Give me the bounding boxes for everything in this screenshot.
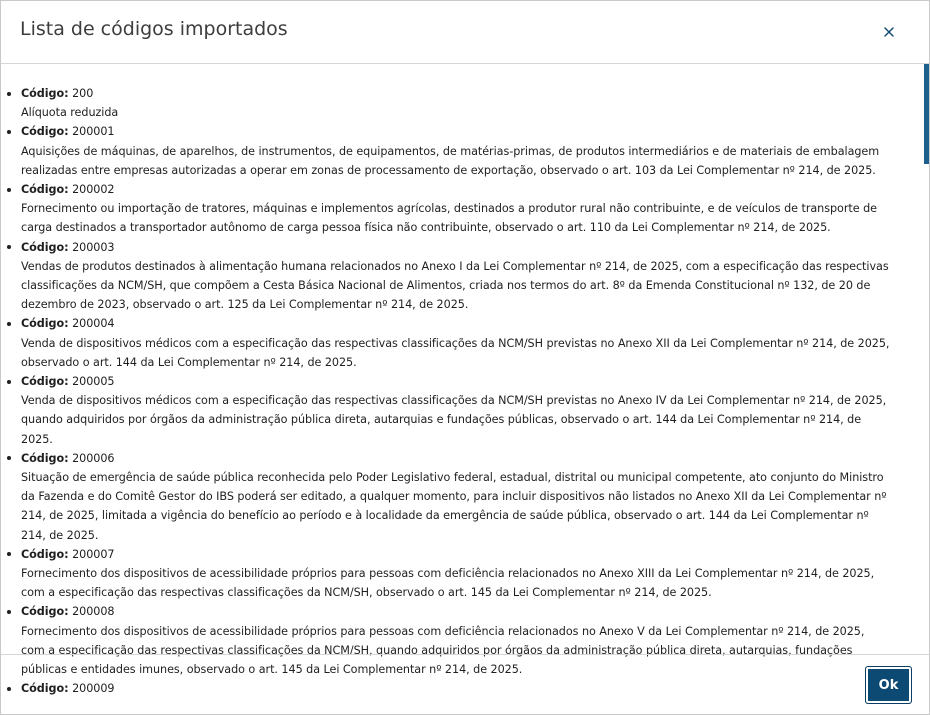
code-value: 200005: [72, 375, 115, 389]
code-value: 200: [72, 87, 94, 100]
scrollbar[interactable]: [924, 64, 929, 654]
code-label: Código:: [21, 451, 69, 465]
scrollbar-thumb[interactable]: [924, 64, 929, 164]
code-label: Código:: [21, 682, 69, 696]
code-line: [21, 602, 891, 621]
dialog-header: [1, 1, 929, 64]
list-item: [21, 314, 891, 372]
code-value: 200003: [72, 240, 115, 254]
code-description: Fornecimento dos dispositivos de acessibilidade próprios para pessoas com deficiência relacionados no Anexo XIII da Lei Complementar nº 214, de 2025, com a especificação das respectivas classificações da NCM/SH, observado o art. 145 da Lei Complementar nº 214, de 2025.: [21, 567, 875, 600]
code-description: Situação de emergência de saúde pública reconhecida pelo Poder Legislativo federal, estadual, distrital ou municipal competente, ato conjunto do Ministro da Fazenda e do Comitê Gestor do IBS poderá ser editado, a qualquer momento, para incluir dispositivos não listados no Anexo XII da Lei Complementar nº 214, de 2025, limitada a vigência do benefício ao período e à localidade da emergência de saúde pública, observado o art. 144 da Lei Complementar nº 214, de 2025.: [21, 471, 887, 542]
list-item: [21, 122, 891, 180]
code-value: 200001: [72, 125, 115, 139]
dialog-title: Lista de códigos importados: [20, 18, 288, 40]
code-value: 200002: [72, 183, 115, 197]
code-label: Código:: [21, 605, 69, 619]
list-item: [21, 372, 891, 449]
code-line: [21, 84, 891, 103]
code-label: Código:: [21, 87, 69, 100]
code-description: Venda de dispositivos médicos com a especificação das respectivas classificações da NCM/SH previstas no Anexo XII da Lei Complementar nº 214, de 2025, observado o art. 144 da Lei Complementar nº 214, de 2025.: [21, 336, 890, 369]
list-item: [21, 545, 891, 603]
code-line: [21, 545, 891, 564]
codes-list: [1, 64, 891, 699]
close-button[interactable]: [877, 20, 901, 44]
dialog-footer: [1, 654, 929, 715]
code-line: [21, 122, 891, 141]
code-line: [21, 314, 891, 333]
close-icon: [877, 20, 901, 44]
code-label: Código:: [21, 547, 69, 561]
code-label: Código:: [21, 317, 69, 331]
list-item: [21, 449, 891, 545]
code-description: Vendas de produtos destinados à alimentação humana relacionados no Anexo I da Lei Complementar nº 214, de 2025, com a especificação das respectivas classificações da NCM/SH, que compõem a Cesta Básica Nacional de Alimentos, criada nos termos do art. 8º da Emenda Constitucional nº 132, de 20 de dezembro de 2023, observado o art. 125 da Lei Complementar nº 214, de 2025.: [21, 259, 889, 312]
list-item: [21, 84, 891, 122]
code-description: Fornecimento ou importação de tratores, máquinas e implementos agrícolas, destinados a produtor rural não contribuinte, e de veículos de transporte de carga destinados a transportador autônomo de carga pessoa física não contribuinte, observado o art. 110 da Lei Complementar nº 214, de 2025.: [21, 202, 877, 235]
ok-button[interactable]: Ok: [865, 666, 912, 704]
code-line: [21, 180, 891, 199]
list-item: [21, 238, 891, 315]
code-description: Aquisições de máquinas, de aparelhos, de instrumentos, de equipamentos, de matérias-primas, de produtos intermediários e de materiais de embalagem realizadas entre empresas autorizadas a operar em zonas de processamento de exportação, observado o art. 103 da Lei Complementar nº 214, de 2025.: [21, 144, 880, 177]
code-label: Código:: [21, 240, 69, 254]
code-description: Alíquota reduzida: [21, 106, 119, 120]
code-value: 200009: [72, 682, 115, 696]
code-value: 200004: [72, 317, 115, 331]
code-label: Código:: [21, 183, 69, 197]
code-label: Código:: [21, 375, 69, 389]
code-line: [21, 449, 891, 468]
code-value: 200006: [72, 451, 115, 465]
code-value: 200007: [72, 547, 115, 561]
code-description: Venda de dispositivos médicos com a especificação das respectivas classificações da NCM/SH previstas no Anexo IV da Lei Complementar nº 214, de 2025, quando adquiridos por órgãos da administração pública direta, autarquias e fundações públicas, observado o art. 144 da Lei Complementar nº 214, de 2025.: [21, 394, 887, 446]
code-line: [21, 372, 891, 391]
code-description: Fornecimento dos dispositivos de acessibilidade próprios para pessoas com deficiência relacionados no Anexo V da Lei Complementar nº 214, de 2025, com a especificação das respectivas classificações da NCM/SH, quando adquiridos por órgãos da administração pública direta, autarquias, fundações públicas e entidades imunes, observado o art. 145 da Lei Complementar nº 214, de 2025.: [21, 624, 865, 677]
list-item: [21, 180, 891, 238]
code-label: Código:: [21, 125, 69, 139]
code-line: [21, 238, 891, 257]
code-value: 200008: [72, 605, 115, 619]
